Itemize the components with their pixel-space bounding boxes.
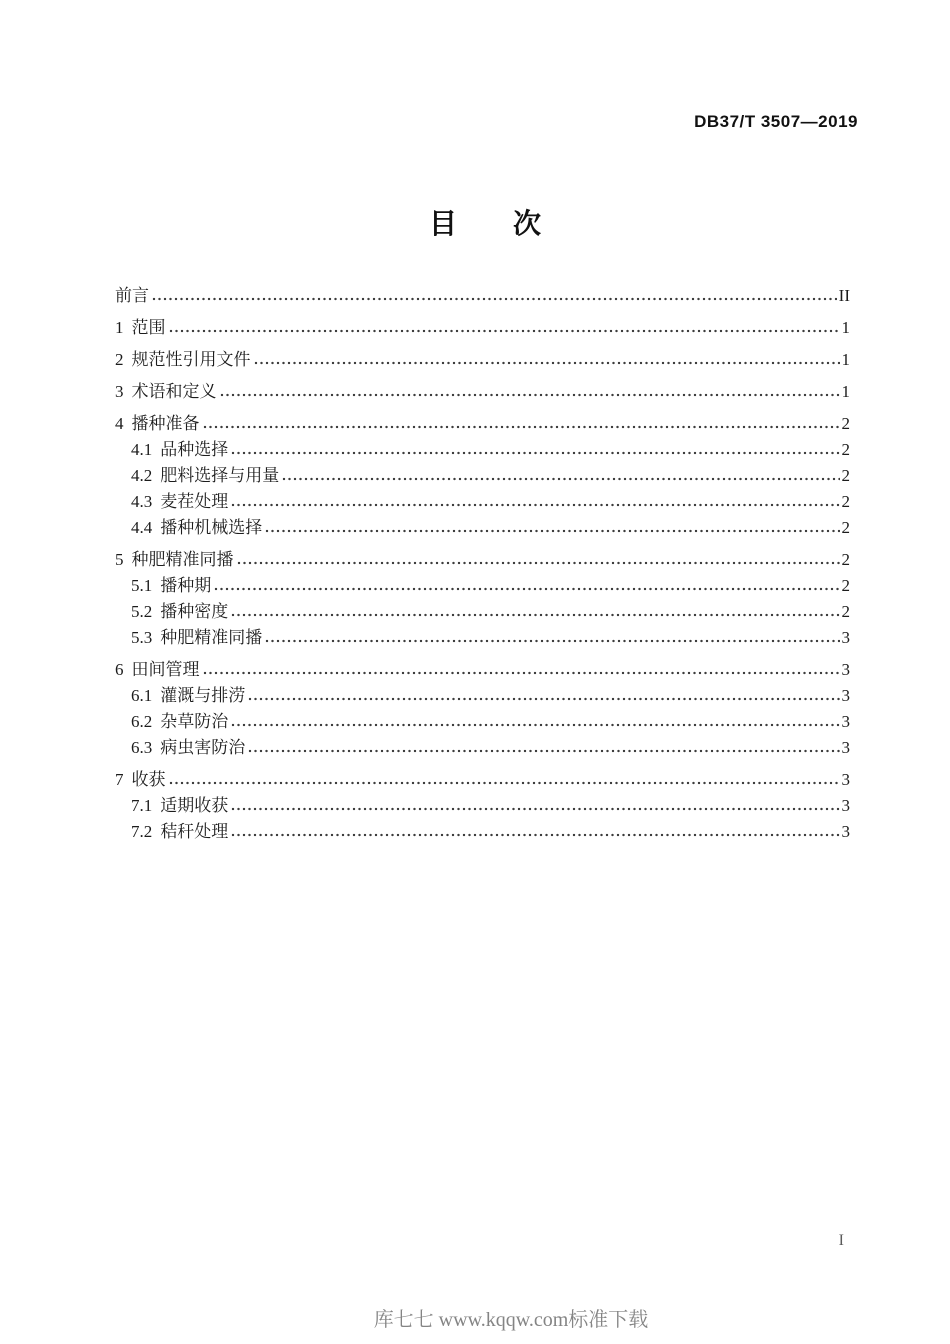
toc-entry[interactable] [131,439,850,461]
toc-entry[interactable] [131,627,850,649]
toc-leader-dots [220,393,840,397]
toc-leader-dots [203,671,840,675]
toc-entry-num: 4.2 [131,466,153,485]
toc-entry[interactable] [115,659,850,681]
toc-entry-num: 4 [115,414,124,433]
toc-entry-text: 范围 [131,318,166,337]
toc-entry-page: 2 [841,492,850,511]
toc-entry-text: 播种准备 [131,414,200,433]
toc-entry-page: 3 [841,712,850,731]
toc-entry-text: 适期收获 [160,796,229,815]
toc-leader-dots [265,639,839,643]
toc-entry[interactable] [131,737,850,759]
toc-entry-num: 1 [115,318,124,337]
toc-entry-text: 麦茬处理 [160,492,229,511]
doc-number: DB37/T 3507—2019 [694,112,858,131]
toc-leader-dots [231,807,839,811]
toc-entry[interactable] [115,413,850,435]
page-number: I [838,1232,844,1249]
toc-leader-dots [152,297,837,301]
toc-entry-text: 播种期 [160,576,212,595]
toc-entry-page: 3 [841,770,850,789]
toc-entry-num: 4.1 [131,440,153,459]
toc-entry-text: 术语和定义 [131,382,217,401]
toc-leader-dots [237,561,840,565]
toc-entry-text: 收获 [131,770,166,789]
toc-leader-dots [214,587,839,591]
toc-entry[interactable] [115,317,850,339]
toc-entry-page: 2 [841,602,850,621]
toc-leader-dots [254,361,840,365]
toc-entry-num: 7.1 [131,796,153,815]
toc-entry-num: 6.3 [131,738,153,757]
toc-entry-text: 规范性引用文件 [131,350,251,369]
toc-entry-num: 6 [115,660,124,679]
toc-entry-page: 2 [841,466,850,485]
toc-leader-dots [248,697,839,701]
toc-leader-dots [231,613,839,617]
toc-entry-num: 3 [115,382,124,401]
toc-entry-page: 2 [841,440,850,459]
toc-entry[interactable] [115,769,850,791]
toc-leader-dots [169,329,840,333]
toc-entry-num: 5.3 [131,628,153,647]
toc-entry-text: 田间管理 [131,660,200,679]
toc-entry-num: 5.1 [131,576,153,595]
toc-entry[interactable] [131,491,850,513]
toc-entry[interactable] [131,685,850,707]
toc-entry[interactable] [115,349,850,371]
toc-entry-page: 3 [841,738,850,757]
toc-entry[interactable] [131,795,850,817]
toc-entry-text: 种肥精准同播 [131,550,234,569]
toc-entry[interactable] [131,517,850,539]
toc-leader-dots [169,781,840,785]
toc-entry-num: 5.2 [131,602,153,621]
toc-leader-dots [248,749,839,753]
toc-entry[interactable] [115,285,850,307]
toc-entry-page: 1 [841,382,850,401]
toc-leader-dots [265,529,839,533]
toc-entry-page: 3 [841,796,850,815]
toc-entry-text: 灌溉与排涝 [160,686,246,705]
toc-entry-page: 3 [841,660,850,679]
toc-entry-page: II [838,286,850,305]
toc-entry-num: 4.3 [131,492,153,511]
toc-entry-page: 3 [841,628,850,647]
page-title: 目 次 [428,208,541,239]
toc-entry-text: 种肥精准同播 [160,628,263,647]
toc-entry-text: 播种密度 [160,602,229,621]
toc-leader-dots [231,503,839,507]
toc-entry-num: 7.2 [131,822,153,841]
footer-watermark: 库七七 www.kqqw.com标准下载 [373,1309,649,1331]
toc-entry-text: 杂草防治 [160,712,229,731]
toc-entry-page: 3 [841,822,850,841]
toc-leader-dots [203,425,840,429]
toc-leader-dots [231,451,839,455]
toc-entry-text: 播种机械选择 [160,518,263,537]
toc-entry-page: 2 [841,414,850,433]
toc-list [115,285,850,843]
toc-leader-dots [282,477,839,481]
toc-entry[interactable] [131,821,850,843]
toc-entry-num: 4.4 [131,518,153,537]
toc-entry-num: 5 [115,550,124,569]
toc-entry-page: 2 [841,518,850,537]
toc-entry-page: 1 [841,318,850,337]
toc-entry-text: 前言 [115,286,149,305]
toc-entry-text: 品种选择 [160,440,229,459]
toc-entry[interactable] [131,465,850,487]
toc-entry[interactable] [131,601,850,623]
toc-entry-page: 2 [841,550,850,569]
toc-entry[interactable] [115,549,850,571]
toc-entry-page: 3 [841,686,850,705]
toc-entry-num: 2 [115,350,124,369]
toc-entry-text: 秸秆处理 [160,822,229,841]
toc-entry[interactable] [131,575,850,597]
toc-entry[interactable] [131,711,850,733]
toc-entry-text: 病虫害防治 [160,738,246,757]
toc-entry-num: 6.1 [131,686,153,705]
toc-entry-num: 7 [115,770,124,789]
toc-entry[interactable] [115,381,850,403]
toc-entry-num: 6.2 [131,712,153,731]
toc-entry-text: 肥料选择与用量 [160,466,280,485]
toc-leader-dots [231,833,839,837]
toc-entry-page: 2 [841,576,850,595]
toc-entry-page: 1 [841,350,850,369]
toc-leader-dots [231,723,839,727]
